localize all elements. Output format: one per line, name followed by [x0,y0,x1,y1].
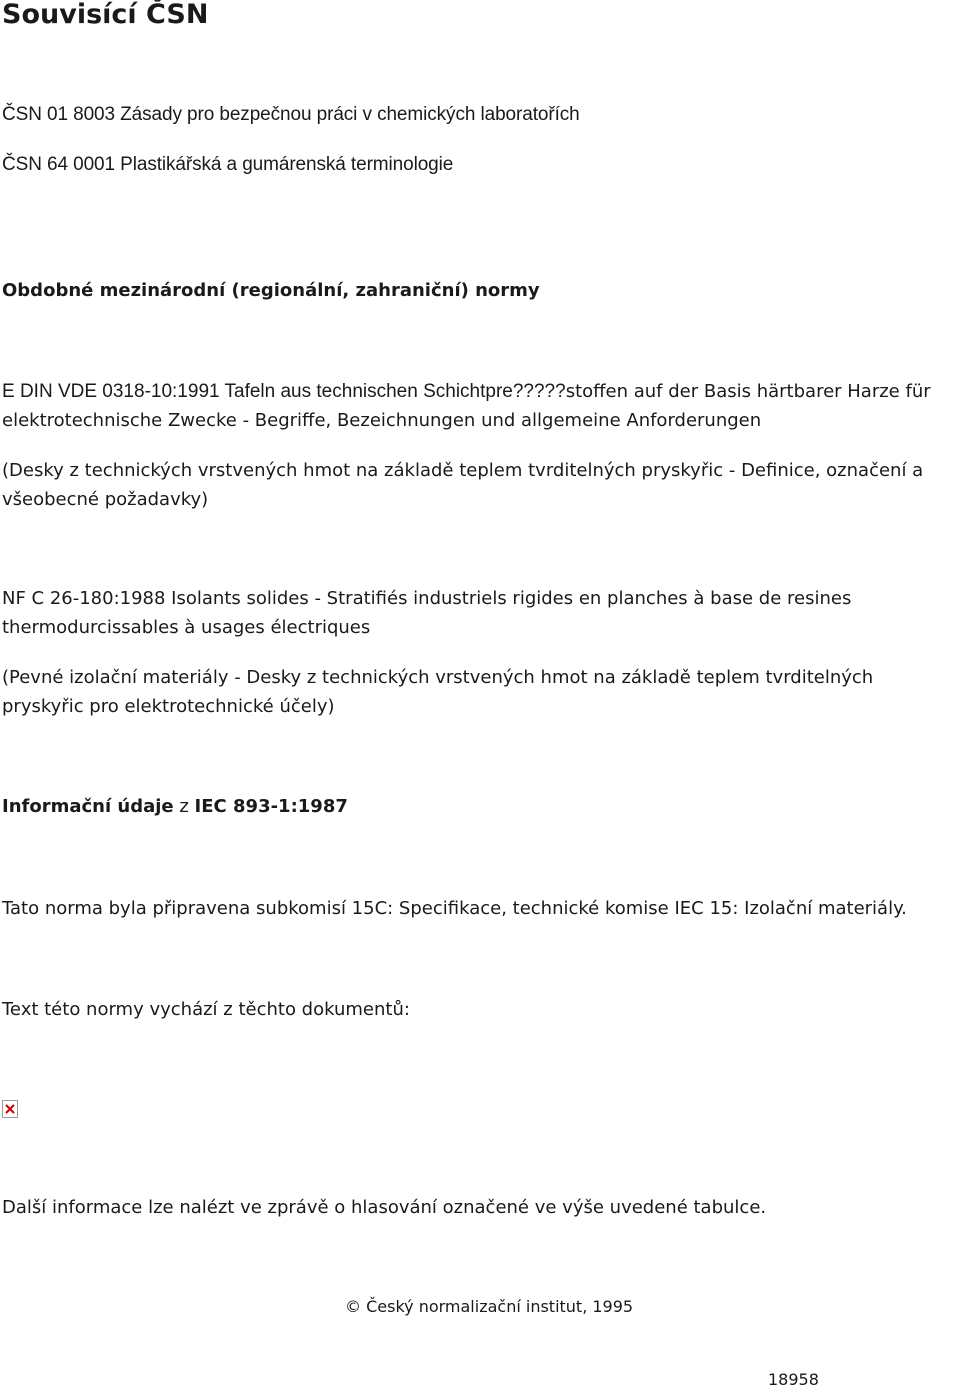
page-number: 18958 [768,1370,819,1389]
broken-image-icon [2,1100,18,1118]
info-heading-label: Informační údaje [2,796,174,817]
din-norm-title [2,377,958,435]
prepared-by-text: Tato norma byla připravena subkomisí 15C: Specifikace, technické komise IEC 15: Izolační materiály. [2,898,907,919]
further-info-text: Další informace lze nalézt ve zprávě o hlasování označené ve výše uvedené tabulce. [2,1197,767,1218]
info-heading-connector: z [173,796,195,817]
related-csn-heading: Souvisící ČSN [2,0,209,30]
related-csn-item-2: ČSN 64 0001 Plastikářská a gumárenská terminologie [2,154,454,175]
based-on-text: Text této normy vychází z těchto dokumentů: [2,999,410,1020]
related-csn-item-1: ČSN 01 8003 Zásady pro bezpečnou práci v chemických laboratořích [2,104,580,125]
copyright-notice: © Český normalizační institut, 1995 [345,1297,634,1316]
din-norm-rest: stoffen auf der Basis härtbarer Harze für elektrotechnische Zwecke - Begriffe, Bezeichnungen und allgemeine Anforderungen [2,381,931,431]
similar-norms-heading: Obdobné mezinárodní (regionální, zahraniční) normy [2,280,540,301]
din-norm-translation: (Desky z technických vrstvených hmot na základě teplem tvrditelných pryskyřic - Definice, označení a všeobecné požadavky) [2,460,924,510]
nf-norm-title: NF C 26-180:1988 Isolants solides - Stratifiés industriels rigides en planches à base de resines thermodurcissables à usages électriques [2,588,852,638]
din-norm-prefix: E DIN VDE 0318-10:1991 Tafeln aus technischen Schichtpre????? [2,381,566,402]
info-heading-standard: IEC 893-1:1987 [194,796,348,817]
nf-norm-translation: (Pevné izolační materiály - Desky z technických vrstvených hmot na základě teplem tvrditelných pryskyřic pro elektrotechnické účely) [2,667,874,717]
info-heading [2,792,958,821]
